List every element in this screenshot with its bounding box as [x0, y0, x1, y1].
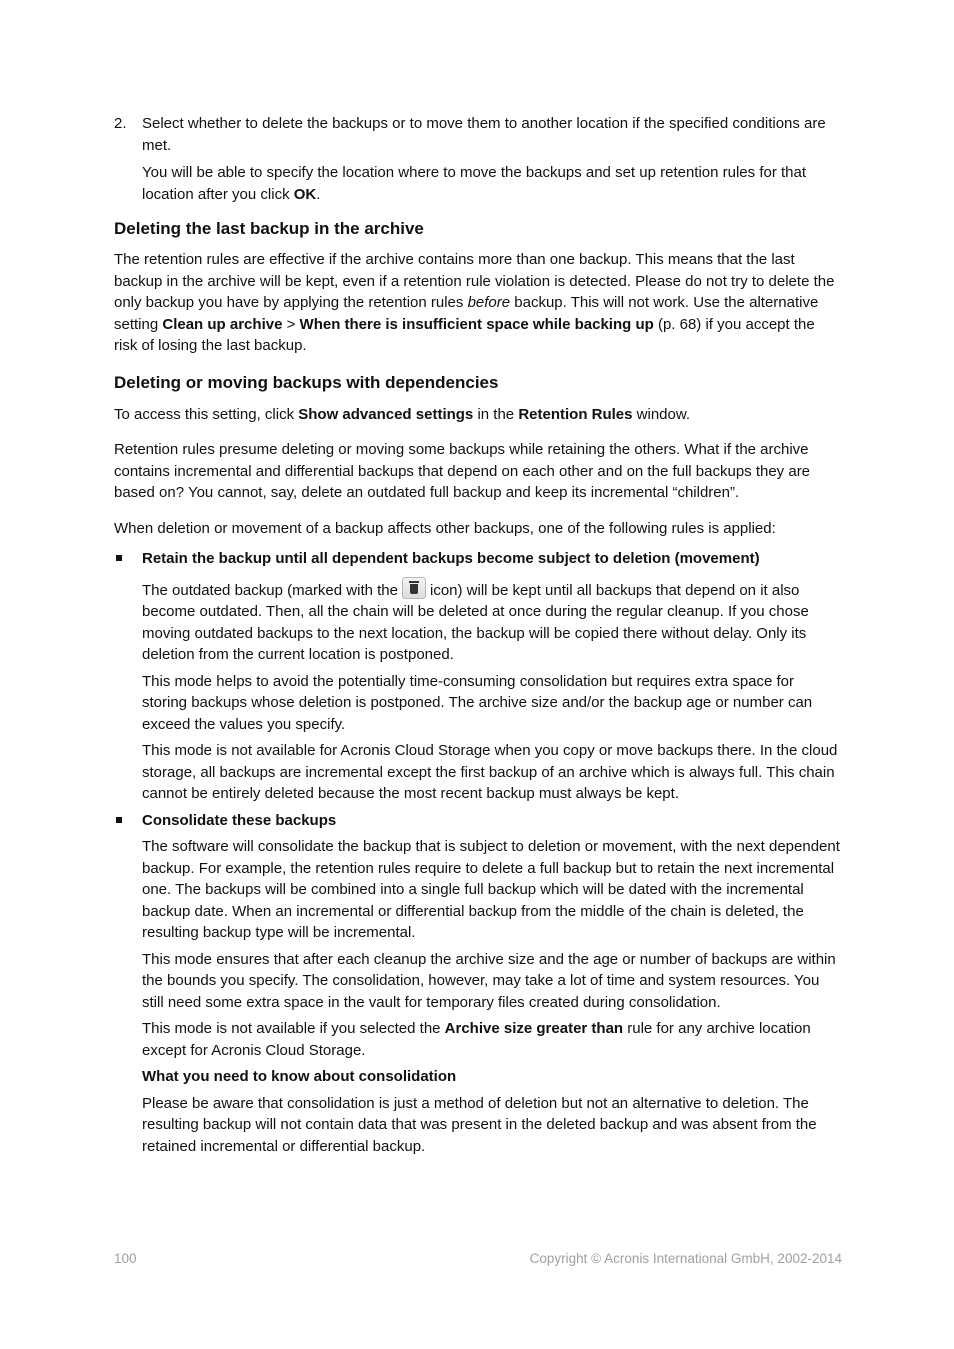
document-page: [114, 113, 842, 1157]
presume-paragraph: Retention rules presume deleting or moving some backups while retaining the others. What if the archive contains incremental and differential backups that depend on each other and on the full backups they are based on? You cannot, say, delete an outdated full backup and keep its incremental “children”.: [114, 441, 811, 501]
step-2: [114, 113, 842, 205]
rules-intro-paragraph: When deletion or movement of a backup affects other backups, one of the following rules is applied:: [114, 519, 776, 537]
step-2-note: You will be able to specify the location where to move the backups and set up retention rules for that location after you click OK.: [142, 164, 807, 203]
consolidate-paragraph-3: This mode is not available if you selected the Archive size greater than rule for any archive location except for Acronis Cloud Storage.: [142, 1020, 811, 1059]
heading-last-backup: Deleting the last backup in the archive: [114, 219, 424, 238]
consolidate-paragraph-2: This mode ensures that after each cleanup the archive size and the age or number of backups are within the bounds you specify. The consolidation, however, may take a lot of time and system resources. You still need some extra space in the vault for temporary files created during consolidation.: [142, 950, 836, 1011]
consolidate-paragraph-4: Please be aware that consolidation is just a method of deletion but not an alternative to deletion. The resulting backup will not contain data that was present in the deleted backup and was absent from the retained incremental or differential backup.: [142, 1094, 817, 1155]
bullet-square-icon: [116, 817, 122, 823]
access-paragraph: To access this setting, click Show advanced settings in the Retention Rules window.: [114, 405, 691, 423]
page-number: 100: [114, 1251, 137, 1266]
bullet-retain-title: Retain the backup until all dependent backups become subject to deletion (movement): [142, 550, 760, 567]
bullet-retain: [114, 548, 842, 570]
consolidate-paragraph-1: The software will consolidate the backup that is subject to deletion or movement, with the next dependent backup. For example, the retention rules require to delete a full backup but to retain the next incremental one. The backups will be combined into a single full backup which will be dated with the incremental backup date. When an incremental or differential backup from the middle of the chain is deleted, the resulting backup type will be incremental.: [142, 838, 840, 941]
step-2-text: Select whether to delete the backups or to move them to another location if the specified conditions are met.: [142, 115, 826, 154]
bullet-consolidate-title: Consolidate these backups: [142, 811, 337, 829]
heading-dependencies: Deleting or moving backups with dependencies: [114, 372, 499, 392]
bullet-square-icon: [116, 555, 122, 561]
step-number: 2.: [114, 115, 127, 132]
trash-icon: [402, 577, 426, 599]
consolidation-subheading: What you need to know about consolidation: [142, 1068, 457, 1085]
ok-label: OK: [293, 185, 317, 203]
copyright-notice: Copyright © Acronis International GmbH, 2002-2014: [529, 1251, 842, 1266]
retain-paragraph-1: The outdated backup (marked with the icon) will be kept until all backups that depend on it also become outdated. Then, all the chain will be deleted at once during the regular cleanup. If you chose moving outdated backups to the next location, the backup will be copied there without delay. Only its deletion from the current location is postponed.: [114, 577, 842, 666]
last-backup-paragraph: The retention rules are effective if the archive contains more than one backup. This means that the last backup in the archive will be kept, even if a retention rule violation is detected. Please do not try to delete the only backup you have by applying the retention rules before backup. This will not work. Use the alternative setting Clean up archive > When there is insufficient space while backing up (p. 68) if you accept the risk of losing the last backup.: [114, 251, 835, 354]
page-footer: [114, 1251, 842, 1266]
retain-paragraph-3: This mode is not available for Acronis Cloud Storage when you copy or move backups there. In the cloud storage, all backups are incremental except the first backup of an archive which is always full. This chain cannot be entirely deleted because the most recent backup must always be kept.: [142, 742, 838, 802]
retain-paragraph-2: This mode helps to avoid the potentially time-consuming consolidation but requires extra space for storing backups whose deletion is postponed. The archive size and/or the backup age or number can exceed the values you specify.: [142, 672, 813, 733]
bullet-consolidate: [114, 810, 842, 832]
